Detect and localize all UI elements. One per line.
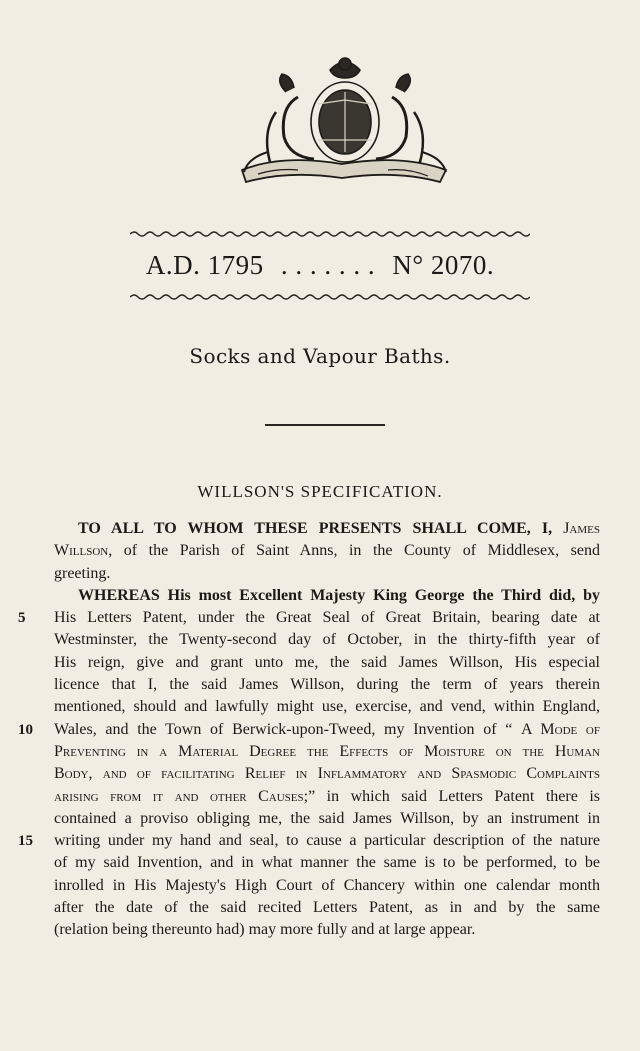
line-number: 5 xyxy=(18,610,26,627)
text-segment: Body, and of facilitating Relief in Inflammatory and Spasmodic Complaints xyxy=(54,765,600,783)
text-line xyxy=(18,719,600,741)
text-segment: mentioned, should and lawfully might use, exercise, and vend, within England, xyxy=(54,698,600,716)
text-line xyxy=(18,607,600,629)
document-title: Socks and Vapour Baths. xyxy=(189,344,451,368)
text-segment: of my said Invention, and in what manner the same is to be performed, to be xyxy=(54,854,600,872)
patent-number: N° 2070. xyxy=(392,250,495,280)
text-segment: , of the Parish of Saint Anns, in the County of Middlesex, send xyxy=(108,542,600,560)
text-line xyxy=(54,629,600,651)
text-segment: WHEREAS His most Excellent Majesty King George the Third did, by xyxy=(78,586,600,604)
text-segment: Preventing in a Material Degree the Effects of Moisture on the Human xyxy=(54,742,600,760)
text-line xyxy=(54,674,600,696)
text-segment: after the date of the said recited Letters Patent, as in and by the same xyxy=(54,899,600,917)
text-segment: contained a proviso obliging me, the said James Willson, by an instrument in xyxy=(54,809,600,827)
specification-heading: WILLSON'S SPECIFICATION. xyxy=(197,482,443,501)
text-segment: A Mode of xyxy=(521,720,600,738)
text-line xyxy=(54,563,600,585)
text-line xyxy=(54,875,600,897)
text-line xyxy=(54,696,600,718)
text-line xyxy=(54,852,600,874)
text-segment: Westminster, the Twenty-second day of October, in the thirty-fifth year of xyxy=(54,631,600,649)
text-segment: inrolled in His Majesty's High Court of Chancery within one calendar month xyxy=(54,876,600,894)
text-line xyxy=(54,518,600,540)
line-number: 15 xyxy=(18,833,33,850)
royal-coat-of-arms-emblem xyxy=(238,52,452,192)
text-line xyxy=(54,786,600,808)
text-segment: Willson xyxy=(54,542,109,560)
text-line xyxy=(54,540,600,562)
text-line xyxy=(54,897,600,919)
text-segment: writing under my hand and seal, to cause a particular description of the nature xyxy=(54,832,600,850)
text-segment: arising from it and other Causes xyxy=(54,787,304,805)
text-line xyxy=(54,919,600,941)
text-segment: His Letters Patent, under the Great Seal of Great Britain, bearing date at xyxy=(54,609,600,627)
text-line xyxy=(54,808,600,830)
text-segment: greeting. xyxy=(54,564,111,582)
leader-dots: . . . . . . . xyxy=(280,250,376,280)
text-segment: ;” in which said Letters Patent there is xyxy=(303,787,600,805)
line-number: 10 xyxy=(18,721,33,738)
decorative-rule-bottom xyxy=(130,293,530,301)
text-segment: TO ALL TO WHOM THESE PRESENTS SHALL COME, I, xyxy=(78,520,564,537)
text-segment: James xyxy=(563,520,600,537)
decorative-rule-top xyxy=(130,230,530,238)
specification-body xyxy=(18,518,600,942)
text-segment: His reign, give and grant unto me, the said James Willson, His especial xyxy=(54,653,600,671)
text-segment: licence that I, the said James Willson, during the term of years therein xyxy=(54,676,600,694)
text-line xyxy=(54,741,600,763)
text-segment: (relation being thereunto had) may more fully and at large appear. xyxy=(54,921,476,939)
text-segment: Wales, and the Town of Berwick-upon-Tweed, my Invention of “ xyxy=(54,720,522,738)
text-line xyxy=(54,763,600,785)
text-line xyxy=(54,652,600,674)
patent-heading xyxy=(0,250,640,281)
text-line xyxy=(54,585,600,607)
patent-year: A.D. 1795 xyxy=(145,250,264,280)
section-divider xyxy=(265,424,385,426)
text-line xyxy=(18,830,600,852)
